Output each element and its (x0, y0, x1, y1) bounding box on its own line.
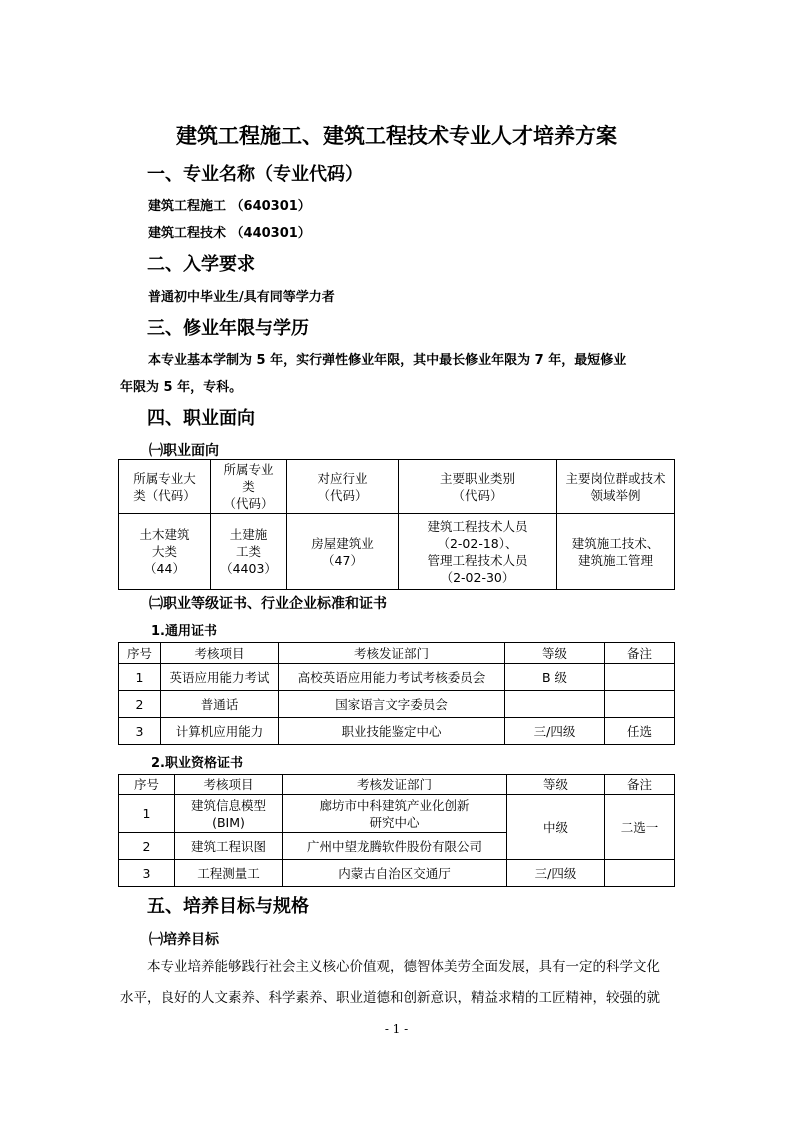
document-title: 建筑工程施工、建筑工程技术专业人才培养方案 (176, 124, 617, 148)
page-number: - 1 - (384, 1022, 409, 1036)
table-cell: 建筑信息模型 (BIM) (175, 795, 283, 833)
table-cell (605, 664, 675, 691)
table-cell: 2 (119, 691, 161, 718)
subheading-training-goal: ㈠培养目标 (149, 932, 219, 948)
subheading-vocational-certificates: 2.职业资格证书 (151, 756, 243, 771)
subheading-certificates: ㈡职业等级证书、行业企业标准和证书 (149, 596, 387, 612)
table-cell: 广州中望龙腾软件股份有限公司 (283, 833, 507, 860)
section-heading-admission: 二、入学要求 (147, 254, 255, 275)
table-cell: 三/四级 (505, 718, 605, 745)
table-row (119, 860, 675, 887)
table-cell: 国家语言文字委员会 (279, 691, 505, 718)
table-cell: 内蒙古自治区交通厅 (283, 860, 507, 887)
duration-text-line-1: 本专业基本学制为 5 年，实行弹性修业年限，其中最长修业年限为 7 年，最短修业 (148, 353, 627, 368)
table-cell: 高校英语应用能力考试考核委员会 (279, 664, 505, 691)
table-cell: 房屋建筑业 （47） (287, 514, 399, 590)
table-cell: 任选 (605, 718, 675, 745)
section-heading-duration: 三、修业年限与学历 (147, 318, 309, 339)
table-cell: B 级 (505, 664, 605, 691)
table-header-cell: 等级 (507, 775, 605, 795)
merged-note-cell: 二选一 (605, 795, 675, 860)
general-certificates-table (118, 642, 675, 745)
table-cell: 土木建筑 大类 （44） (119, 514, 211, 590)
table-cell: 工程测量工 (175, 860, 283, 887)
section-heading-career: 四、职业面向 (147, 408, 255, 429)
table-row (119, 718, 675, 745)
table-header-cell: 序号 (119, 643, 161, 664)
table-row (119, 795, 675, 833)
table-cell: 1 (119, 664, 161, 691)
table-header-cell: 考核项目 (161, 643, 279, 664)
table-header-cell: 对应行业 （代码） (287, 460, 399, 514)
training-goal-text-line-2: 水平，良好的人文素养、科学素养、职业道德和创新意识，精益求精的工匠精神，较强的就 (120, 990, 660, 1006)
table-header-cell: 主要职业类别 （代码） (399, 460, 557, 514)
training-goal-text-line-1: 本专业培养能够践行社会主义核心价值观，德智体美劳全面发展，具有一定的科学文化 (147, 959, 660, 975)
section-heading-training-goals: 五、培养目标与规格 (147, 896, 309, 917)
table-cell: 普通话 (161, 691, 279, 718)
table-header-cell: 所属专业大 类（代码） (119, 460, 211, 514)
table-cell: 建筑施工技术、 建筑施工管理 (557, 514, 675, 590)
admission-text: 普通初中毕业生/具有同等学力者 (148, 290, 335, 305)
table-header-cell: 序号 (119, 775, 175, 795)
table-cell: 职业技能鉴定中心 (279, 718, 505, 745)
table-cell: 廊坊市中科建筑产业化创新 研究中心 (283, 795, 507, 833)
major-item-1: 建筑工程施工 （640301） (148, 199, 311, 214)
table-header-cell: 考核发证部门 (283, 775, 507, 795)
table-cell: 计算机应用能力 (161, 718, 279, 745)
subheading-general-certificates: 1.通用证书 (151, 624, 217, 639)
vocational-certificates-table (118, 774, 675, 887)
table-cell: 建筑工程技术人员 （2-02-18）、 管理工程技术人员 （2-02-30） (399, 514, 557, 590)
table-header-cell: 主要岗位群或技术 领域举例 (557, 460, 675, 514)
table-cell (605, 691, 675, 718)
table-cell: 1 (119, 795, 175, 833)
table-row (119, 691, 675, 718)
table-cell (605, 860, 675, 887)
subheading-career-orientation: ㈠职业面向 (149, 443, 219, 459)
duration-text-line-2: 年限为 5 年，专科。 (120, 380, 243, 395)
table-cell: 三/四级 (507, 860, 605, 887)
career-orientation-table (118, 459, 675, 590)
table-cell: 土建施 工类 （4403） (211, 514, 287, 590)
section-heading-major-name: 一、专业名称（专业代码） (147, 164, 363, 185)
table-header-cell: 考核项目 (175, 775, 283, 795)
table-header-cell: 备注 (605, 643, 675, 664)
table-cell: 3 (119, 718, 161, 745)
table-cell: 英语应用能力考试 (161, 664, 279, 691)
table-row (119, 664, 675, 691)
table-cell: 建筑工程识图 (175, 833, 283, 860)
table-header-cell: 备注 (605, 775, 675, 795)
table-header-cell: 等级 (505, 643, 605, 664)
table-header-cell: 考核发证部门 (279, 643, 505, 664)
table-cell: 3 (119, 860, 175, 887)
major-item-2: 建筑工程技术 （440301） (148, 226, 311, 241)
merged-level-cell: 中级 (507, 795, 605, 860)
table-header-cell: 所属专业 类 （代码） (211, 460, 287, 514)
table-cell (505, 691, 605, 718)
table-cell: 2 (119, 833, 175, 860)
